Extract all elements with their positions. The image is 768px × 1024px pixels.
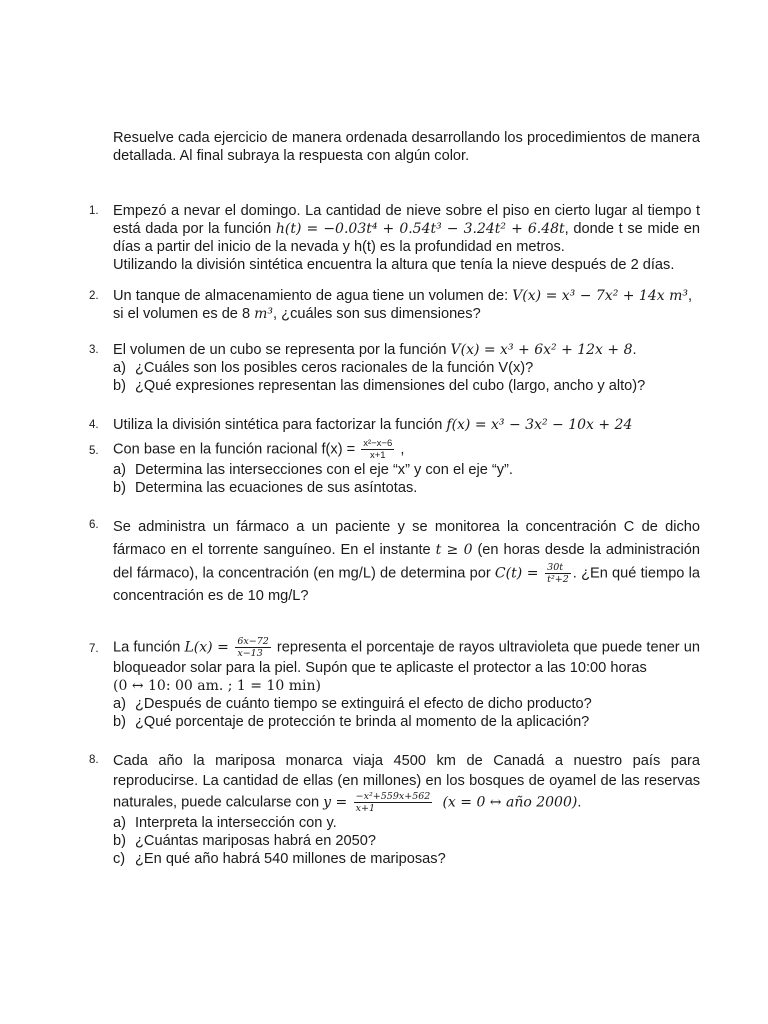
problem-text: Con base en la función racional f(x) = $\frac{\text{x²−x−6}}{x+1}$ ,: [113, 438, 405, 461]
subquestion-b: b) ¿Qué expresiones representan las dimensiones del cubo (largo, ancho y alto)?: [113, 378, 646, 394]
problem-number: 7.: [89, 643, 99, 655]
problem-1: [89, 202, 700, 274]
fraction: $\frac{\text{x²−x−6}}{x+1}$: [363, 438, 393, 461]
subquestion-a: a) Determina las intersecciones con el eje “x” y con el eje “y”.: [113, 462, 513, 478]
math-expression: La función L(x) =: [113, 639, 234, 656]
math-expression: (x = 0 ↔ año 2000): [442, 794, 578, 811]
problem-number: 1.: [89, 205, 99, 217]
problem-2: [89, 287, 700, 323]
problem-number: 5.: [89, 445, 99, 457]
math-expression: V(x) = x³ + 6x² + 12x + 8: [450, 342, 633, 358]
problem-text: La función L(x) = $\frac{6x-72}{x-13}$ representa el porcentaje de rayos ultravioleta que puede tener un bloqueador solar para la piel. Supón que te aplicaste el protector a las 10:00 horas: [113, 636, 701, 676]
fraction: $\frac{\text{−x²+559x+562}}{x+1}$: [355, 791, 431, 814]
math-expression: C(t) =: [494, 565, 544, 582]
math-expression: (0 ↔ 10: 00 am. ; 1 = 10 min): [113, 678, 321, 694]
subquestion-a: a) ¿Después de cuánto tiempo se extinguirá el efecto de dicho producto?: [113, 696, 592, 712]
problem-4: [89, 416, 700, 434]
math-expression: f(x) = x³ − 3x² − 10x + 24: [446, 417, 633, 433]
subquestion-a: a) ¿Cuáles son los posibles ceros racionales de la función V(x)?: [113, 360, 534, 376]
problem-text: Cada año la mariposa monarca viaja 4500 km de Canadá a nuestro país para reproducirse. La cantidad de ellas (en millones) en los bosques de oyamel de las reservas naturales, puede calcularse con y = $\frac{\text{−x²+559x+562}}{x+1}$ (x = 0 ↔ año 2000).: [113, 753, 700, 814]
subquestion-b: b) ¿Qué porcentaje de protección te brinda al momento de la aplicación?: [113, 714, 590, 730]
problem-5: [89, 438, 700, 497]
problem-text: Empezó a nevar el domingo. La cantidad de nieve sobre el piso en cierto lugar al tiempo t está dada por la función h(t) = −0.03t⁴ + 0.54t³ − 3.24t² + 6.48t, donde t se mide en días a partir del inicio de la nevada y h(t) es la profundidad en metros.: [113, 203, 700, 255]
math-expression: y =: [323, 794, 352, 811]
instructions-paragraph: Resuelve cada ejercicio de manera ordenada desarrollando los procedimientos de manera detallada. Al final subraya la respuesta con algún color.: [113, 130, 700, 164]
subquestion-c: c) ¿En qué año habrá 540 millones de mariposas?: [113, 851, 446, 867]
math-expression: V(x) = x³ − 7x² + 14x m³: [512, 288, 688, 304]
math-expression: t ≥ 0: [435, 542, 473, 558]
problem-text: Se administra un fármaco a un paciente y se monitorea la concentración C de dicho fármaco en el torrente sanguíneo. En el instante t ≥ 0 (en horas desde la administración del fármaco), la concentración (en mg/L) de determina por C(t) = $\frac{30t}{\text{t²+2}}$ . ¿En qué tiempo la concentración es de 10 mg/L?: [113, 519, 700, 605]
problem-number: 8.: [89, 754, 99, 766]
problem-text: Un tanque de almacenamiento de agua tiene un volumen de: V(x) = x³ − 7x² + 14x m³, si el volumen es de 8 m³, ¿cuáles son sus dimensiones?: [113, 288, 693, 322]
problem-text: Utiliza la división sintética para factorizar la función f(x) = x³ − 3x² − 10x + 24: [113, 417, 633, 433]
subquestion-b: b) Determina las ecuaciones de sus asíntotas.: [113, 480, 418, 496]
problem-text: El volumen de un cubo se representa por la función V(x) = x³ + 6x² + 12x + 8.: [113, 342, 637, 358]
problem-3: [89, 341, 700, 395]
problem-number: 3.: [89, 344, 99, 356]
fraction: $\frac{30t}{\text{t²+2}}$: [547, 562, 569, 585]
math-expression: m³: [254, 306, 274, 322]
problem-number: 6.: [89, 519, 99, 531]
problem-6: [89, 516, 700, 608]
fraction: $\frac{6x-72}{x-13}$: [237, 636, 269, 659]
problem-7: [89, 636, 700, 731]
problem-8: [89, 751, 700, 868]
problem-number: 2.: [89, 290, 99, 302]
subquestion-b: b) ¿Cuántas mariposas habrá en 2050?: [113, 833, 376, 849]
math-expression: h(t) = −0.03t⁴ + 0.54t³ − 3.24t² + 6.48t: [275, 221, 565, 237]
problem-number: 4.: [89, 419, 99, 431]
problem-instruction: Utilizando la división sintética encuentra la altura que tenía la nieve después de 2 días.: [113, 257, 675, 273]
subquestion-a: a) Interpreta la intersección con y.: [113, 815, 337, 831]
